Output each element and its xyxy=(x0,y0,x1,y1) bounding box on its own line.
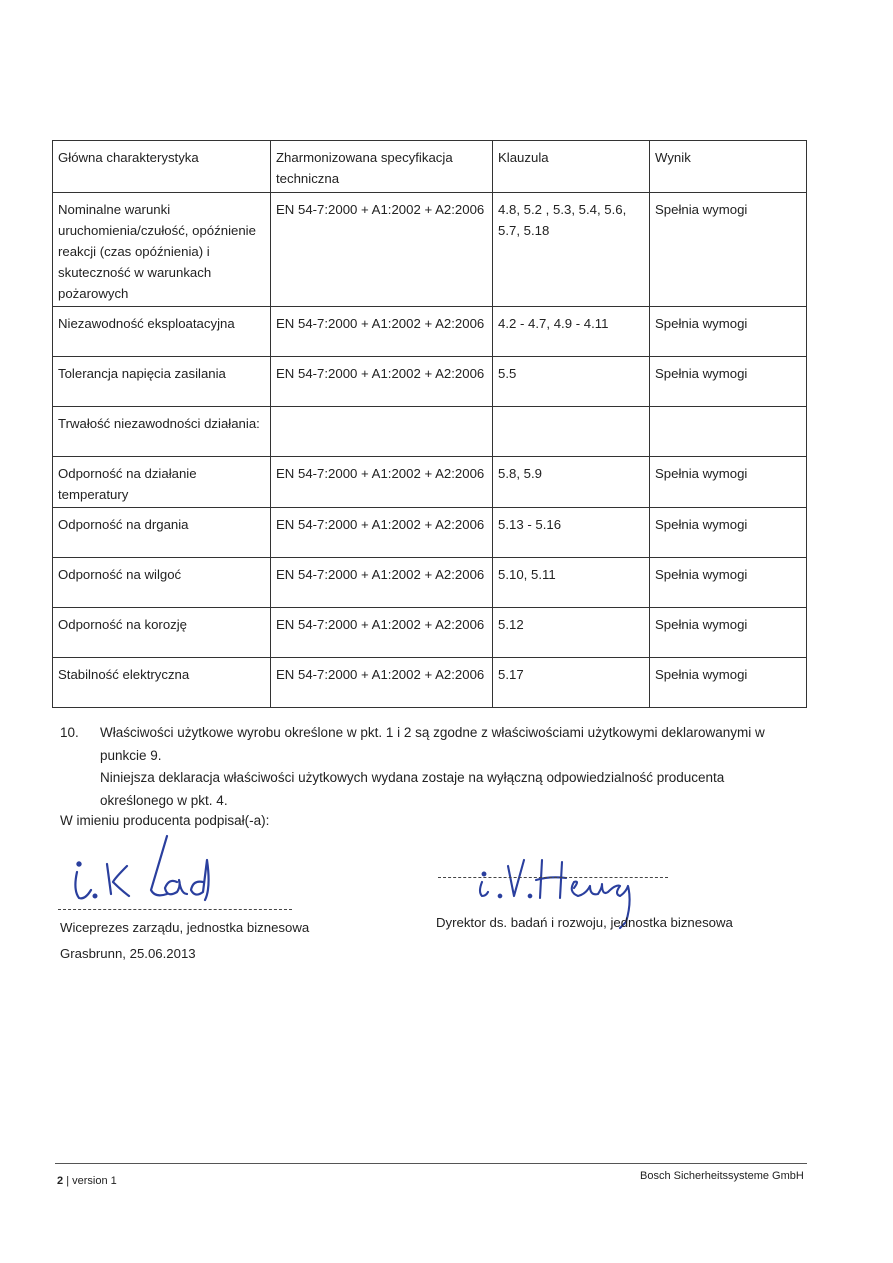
signature-line-left xyxy=(58,909,292,910)
cell-result: Spełnia wymogi xyxy=(650,558,807,608)
cell-spec xyxy=(271,407,493,457)
table-row xyxy=(53,407,807,457)
table-row xyxy=(53,608,807,658)
cell-result: Spełnia wymogi xyxy=(650,307,807,357)
cell-clause: 4.8, 5.2 , 5.3, 5.4, 5.6, 5.7, 5.18 xyxy=(493,193,650,307)
cell-characteristic: Stabilność elektryczna xyxy=(53,658,271,708)
header-clause: Klauzula xyxy=(493,141,650,193)
cell-result: Spełnia wymogi xyxy=(650,658,807,708)
section-paragraph-2: Niniejsza deklaracja właściwości użytkowych wydana zostaje na wyłączną odpowiedzialność producenta określonego w pkt. 4. xyxy=(100,770,725,808)
header-harmonized-spec: Zharmonizowana specyfikacja techniczna xyxy=(271,141,493,193)
cell-spec: EN 54-7:2000 + A1:2002 + A2:2006 xyxy=(271,508,493,558)
footer-rule xyxy=(55,1163,807,1164)
cell-result: Spełnia wymogi xyxy=(650,357,807,407)
section-10 xyxy=(60,722,800,812)
section-number: 10. xyxy=(60,725,79,740)
signed-by-label: W imieniu producenta podpisał(-a): xyxy=(60,813,270,828)
table-row xyxy=(53,508,807,558)
cell-clause xyxy=(493,407,650,457)
signature-caption-left: Wiceprezes zarządu, jednostka biznesowa xyxy=(60,920,310,935)
cell-result: Spełnia wymogi xyxy=(650,508,807,558)
cell-characteristic: Odporność na działanie temperatury xyxy=(53,457,271,508)
cell-spec: EN 54-7:2000 + A1:2002 + A2:2006 xyxy=(271,357,493,407)
footer-company: Bosch Sicherheitssysteme GmbH xyxy=(640,1170,804,1182)
cell-clause: 5.17 xyxy=(493,658,650,708)
cell-characteristic: Odporność na korozję xyxy=(53,608,271,658)
characteristics-table xyxy=(52,140,807,708)
table-row xyxy=(53,558,807,608)
cell-clause: 4.2 - 4.7, 4.9 - 4.11 xyxy=(493,307,650,357)
cell-result: Spełnia wymogi xyxy=(650,608,807,658)
table-header-row xyxy=(53,141,807,193)
table-row xyxy=(53,307,807,357)
footer-page-number: 2 xyxy=(57,1175,64,1187)
signature-caption-right: Dyrektor ds. badań i rozwoju, jednostka biznesowa xyxy=(436,915,733,930)
footer-version: | version 1 xyxy=(66,1175,117,1187)
signature-line-right xyxy=(438,877,668,878)
cell-characteristic: Odporność na wilgoć xyxy=(53,558,271,608)
cell-clause: 5.5 xyxy=(493,357,650,407)
header-main-characteristic: Główna charakterystyka xyxy=(53,141,271,193)
cell-spec: EN 54-7:2000 + A1:2002 + A2:2006 xyxy=(271,307,493,357)
cell-characteristic: Trwałość niezawodności działania: xyxy=(53,407,271,457)
section-paragraph-1: Właściwości użytkowe wyrobu określone w pkt. 1 i 2 są zgodne z właściwościami użytkowymi deklarowanymi w punkcie 9. xyxy=(100,725,765,763)
cell-characteristic: Tolerancja napięcia zasilania xyxy=(53,357,271,407)
cell-spec: EN 54-7:2000 + A1:2002 + A2:2006 xyxy=(271,558,493,608)
cell-spec: EN 54-7:2000 + A1:2002 + A2:2006 xyxy=(271,457,493,508)
signature-left-image xyxy=(55,830,255,910)
cell-result: Spełnia wymogi xyxy=(650,457,807,508)
cell-result: Spełnia wymogi xyxy=(650,193,807,307)
cell-spec: EN 54-7:2000 + A1:2002 + A2:2006 xyxy=(271,658,493,708)
footer-page-info xyxy=(57,1175,117,1187)
table-row xyxy=(53,457,807,508)
cell-clause: 5.12 xyxy=(493,608,650,658)
table-row xyxy=(53,193,807,307)
cell-result xyxy=(650,407,807,457)
cell-spec: EN 54-7:2000 + A1:2002 + A2:2006 xyxy=(271,608,493,658)
header-result: Wynik xyxy=(650,141,807,193)
cell-characteristic: Niezawodność eksploatacyjna xyxy=(53,307,271,357)
place-date: Grasbrunn, 25.06.2013 xyxy=(60,946,196,961)
table-row xyxy=(53,357,807,407)
cell-characteristic: Odporność na drgania xyxy=(53,508,271,558)
cell-clause: 5.10, 5.11 xyxy=(493,558,650,608)
cell-clause: 5.8, 5.9 xyxy=(493,457,650,508)
cell-characteristic: Nominalne warunki uruchomienia/czułość, opóźnienie reakcji (czas opóźnienia) i skuteczność w warunkach pożarowych xyxy=(53,193,271,307)
cell-spec: EN 54-7:2000 + A1:2002 + A2:2006 xyxy=(271,193,493,307)
table-row xyxy=(53,658,807,708)
cell-clause: 5.13 - 5.16 xyxy=(493,508,650,558)
